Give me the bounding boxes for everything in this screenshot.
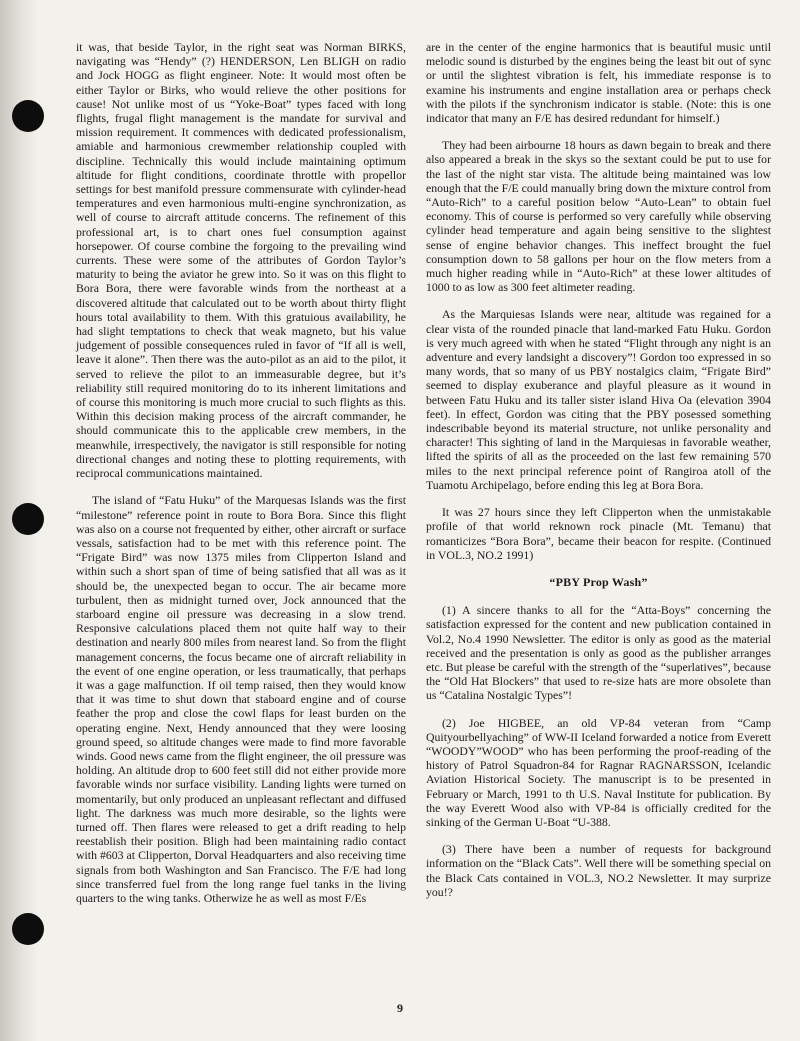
paragraph: (3) There have been a number of requests for background information on the “Black Cats”. Well there will be something special on the Black Cats contained in VOL.3, NO.2 Newsletter. It may surprize you!?: [426, 842, 771, 899]
paragraph: are in the center of the engine harmonics that is beautiful music until melodic sound is disturbed by the engines being the least bit out of sync or until the slightest vibration is felt, his immediate response is to examine his instruments and engine installation area or perhaps check with the pilots if the synchronism indicator is stable. (Note: this is one indicator that many an F/E has desired redundant for himself.): [426, 40, 771, 126]
left-column: [76, 40, 406, 918]
paragraph: The island of “Fatu Huku” of the Marquesas Islands was the first “milestone” reference point in route to Bora Bora. Since this flight was also on a course not frequented by either, other aircraft or surface vessals, satisfaction had to be met with this reference point. The “Frigate Bird” was now 1375 miles from Clipperton Island and within such a short span of time of being satisfied that all was as it should be, the unexpected began to occur. The air became more turbulent, then as midnight turned over, Jock announced that the starboard engine oil pressure was decreasing in a slow trend. Responsive calculations placed them not quite half way to their destination and nearly 800 miles from nearest land. So from the flight management concerns, the focus became one of aircraft reliability in the event of one engine operation, or less traumatically, that perhaps it was a gage malfunction. If oil temp raised, then they would know that it was time to shut down that staboard engine and of course feather the prop and close the cowl flaps for least burden on the operating engine. Next, Hendy announced that they were loosing ground speed, so altitude changes were made to find more favorable winds. Good news came from the flight engineer, the oil pressure was holding. An altitude drop to 600 feet still did not either provide more favorable winds nor surface visibility. Landing lights were turned on momentarily, but only produced an unpleasant reflectant and diffused light. The darkness was much more desirable, so the lights were turned off. Then flares were released to get a drift reading to help reestablish their position. Bligh had been maintaining radio contact with #603 at Clipperton, Dorval Headquarters and also receiving time signals from both Washington and San Francisco. The F/E had long since transferred fuel from the long range fuel tanks in the living quarters to the wing tanks. Otherwize he as well as most F/Es: [76, 493, 406, 905]
punch-hole: [12, 913, 44, 945]
paragraph: They had been airbourne 18 hours as dawn begain to break and there also appeared a break in the skys so the sextant could be put to use for the last of the night star vista. The altitude being maintained was low enough that the F/E could manually bring down the mixture control from “Auto-Rich” to a careful position below “Auto-Lean” to obtain fuel economy. This of course is performed so very carefully while observing cylinder head temperature and again being sensitive to the slightest sense of engine behavior changes. This ineffect brought the fuel consumption down to 58 gallons per hour on the flow meters from a much higher reading while in “Auto-Rich” at these lower altitudes of 1000 to as low as 300 feet altimeter reading.: [426, 138, 771, 295]
punch-hole: [12, 503, 44, 535]
paragraph: As the Marquiesas Islands were near, altitude was regained for a clear vista of the rounded pinacle that land-marked Fatu Huku. Gordon is very much agreed with when he stated “Flight through any night is an adventure and every landsight a discovery”! Gordon too expressed in so many words, that so many of us PBY nostalgics claim, “Frigate Bird” seemed to display exuberance and playful pleasure as it wound in between Fatu Huku and its taller sister island Hiva Oa (elevation 3904 feet). In effect, Gordon was citing that the PBY posessed something indescribable beyond its material structure, not unlike personality and character! This sighting of land in the Marquiesas in favorable weather, lifted the spirits of all as the proceeded on the last few remaining 570 miles to the next principal reference point of Rangiroa atoll of the Tuamotu Archipelago, before ending this leg at Bora Bora.: [426, 307, 771, 492]
section-heading: “PBY Prop Wash”: [549, 574, 648, 589]
page-number: 9: [397, 1001, 403, 1015]
punch-hole: [12, 100, 44, 132]
paragraph: It was 27 hours since they left Clipperton when the unmistakable profile of that world reknown rock pinacle (Mt. Temanu) that romanticizes “Bora Bora”, became their beacon for respite. (Continued in VOL.3, NO.2 1991): [426, 505, 771, 562]
paragraph: it was, that beside Taylor, in the right seat was Norman BIRKS, navigating was “Hendy” (?) HENDERSON, Len BLIGH on radio and Jock HOGG as flight engineer. Note: It would most often be either Taylor or Birks, who would relieve the other positions for cause! Not unlike most of us “Yoke-Boat” types faced with long flights, frugal flight management is the mandate for survival and mission requirement. It commences with dedicated professionalism, amiable and harmonious crewmember relationship coupled with discipline. Technically this would include maintaining optimum altitude for flight conditions, coordinate throttle with propellor settings for best manifold pressure commensurate with cylinder-head temperatures and even harmonious multi-engine synchronization, as well of course to aircraft attitude concerns. The refinement of this professional art, is to chart ones fuel consumption against horsepower. Of course combine the forgoing to the prevailing wind currents. These were some of the attributes of Gordon Taylor’s maturity to being the aviator he grew into. So it was on this flight to Bora Bora, there were favorable winds from the northeast at a discovered altitude that calculated out to be worth about thirty flight hours total availability to them. With this gratuious availability, he had slight temptations to check that weak magneto, but his value judgement of possible consequences ruled in favor of “If all is well, leave it alone”. Then there was the auto-pilot as an aid to the pilot, it served to relieve the pilot to an immeasurable degree, but it’s reliability still required monitoring do to its inherent limitations and of course this monitoring is much more crucial to such flights as this. Within this decision making process of the aircraft commander, he should communicate this to the applicable crew members, in the meanwhile, irrespectively, the navigator is still responsible for noting directional changes and noting these to plotting requirements, with reciprocal communications maintained.: [76, 40, 406, 481]
paragraph: (1) A sincere thanks to all for the “Atta-Boys” concerning the satisfaction expressed for the content and new publication contained in Vol.2, No.4 1990 Newsletter. The editor is only as good as the material received and the presentation is only as good as the publisher arranges etc. But please be careful with the strength of the “superlatives”, because the “Old Hat Blockers” that used to re-size hats are more obsolete than us “Catalina Nostalgic Types”!: [426, 603, 771, 703]
right-column: [426, 40, 771, 912]
paragraph: (2) Joe HIGBEE, an old VP-84 veteran from “Camp Quityourbellyaching” of WW-II Iceland forwarded a notice from Everett “WOODY”WOOD” who has been performing the proof-reading of the history of Patrol Squadron-84 for Ragnar RAGNARSSON, Icelandic Aviation Historical Society. The manuscript is to be presented in February or March, 1991 to th U.S. Naval Institute for publication. By the way Everett Wood also with VP-84 is officially credited for the sinking of the German U-Boat “U-388.: [426, 715, 771, 829]
